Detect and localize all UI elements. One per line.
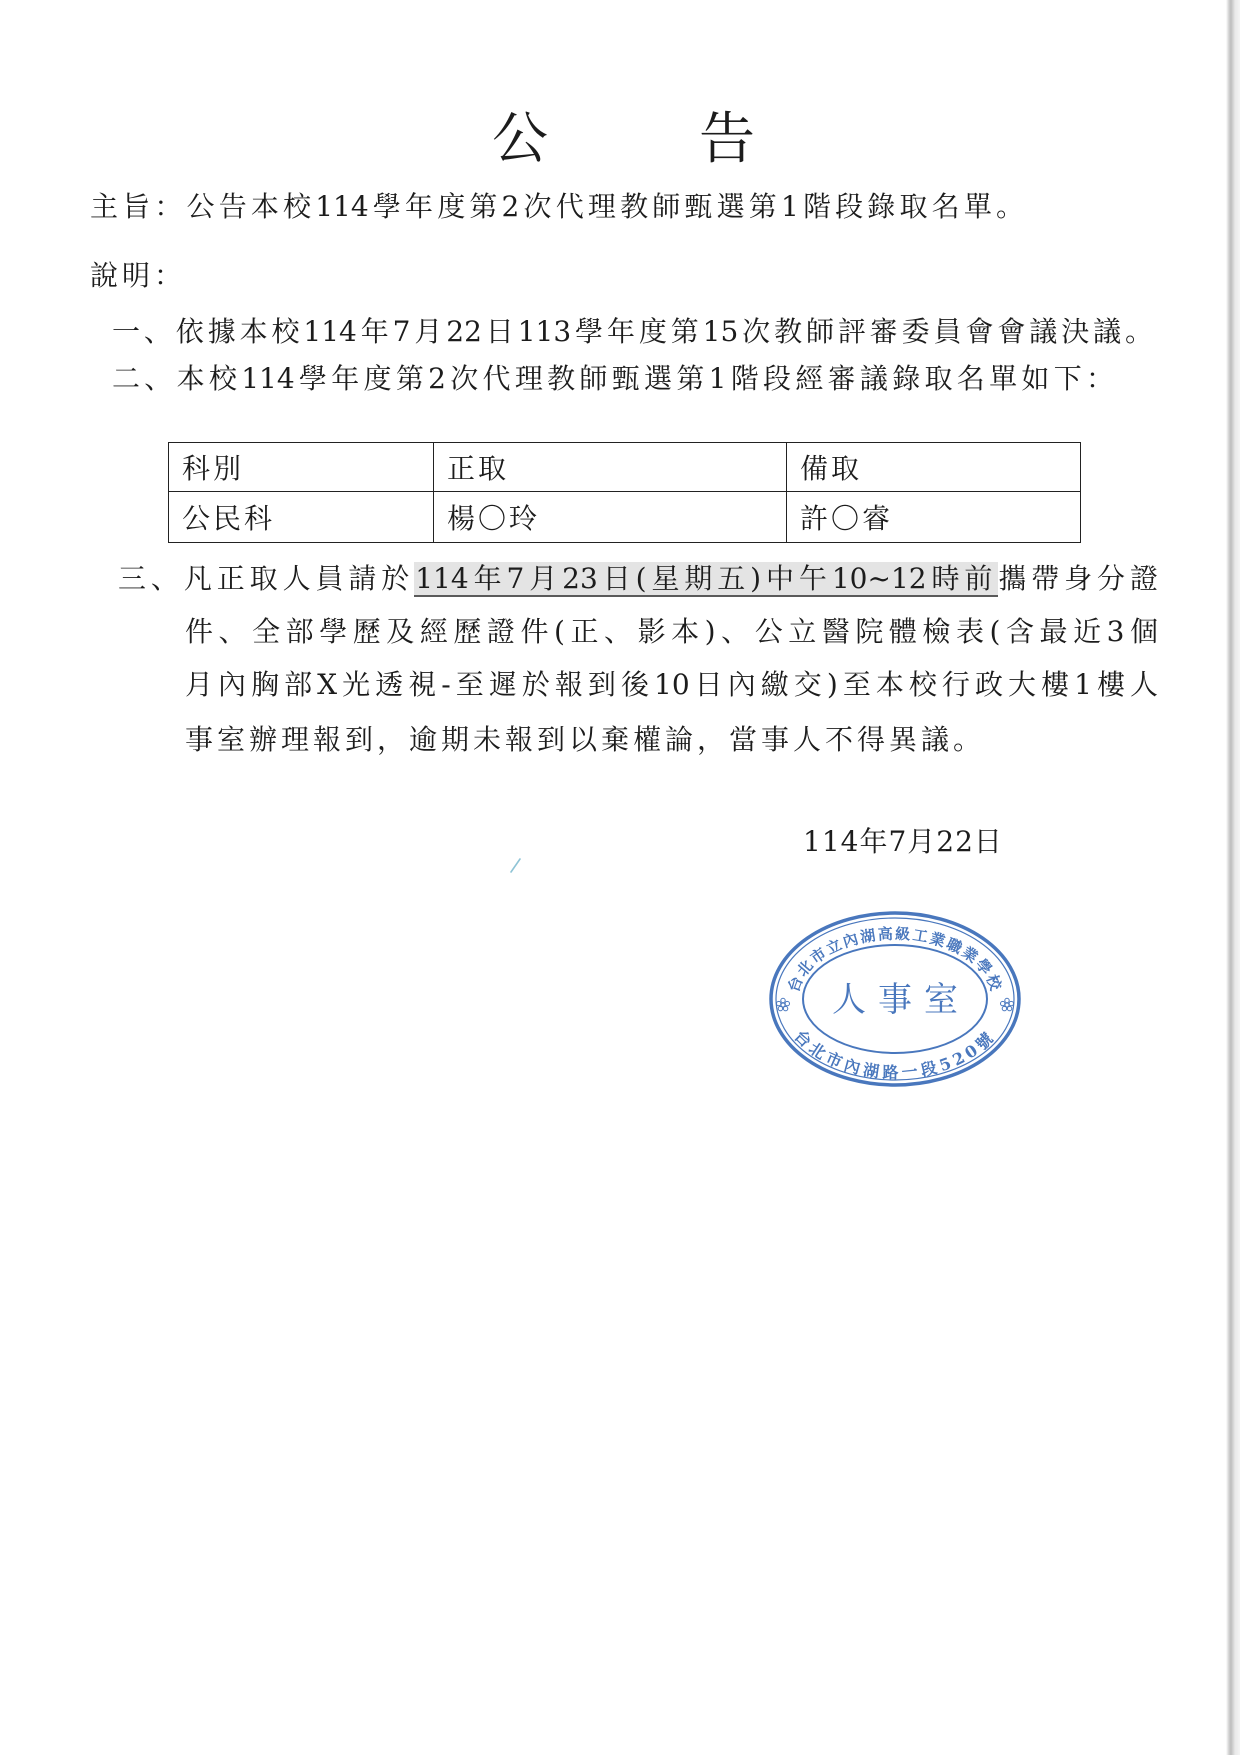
admission-table bbox=[168, 442, 1081, 543]
table-header-row bbox=[169, 443, 1081, 492]
scan-mark bbox=[509, 857, 523, 873]
cell-waitlist: 許〇睿 bbox=[787, 492, 1081, 543]
explanation-item-3-line-2: 件、全部學歷及經歷證件(正、影本)、公立醫院體檢表(含最近3個 bbox=[185, 615, 1158, 648]
explanation-item-3-line-4: 事室辦理報到，逾期未報到以棄權論，當事人不得異議。 bbox=[185, 723, 986, 756]
explanation-item-1: 一、依據本校114年7月22日113學年度第15次教師評審委員會會議決議。 bbox=[112, 315, 1153, 348]
personnel-office-stamp bbox=[765, 907, 1025, 1092]
header-waitlist: 備取 bbox=[787, 443, 1081, 492]
scan-edge-shadow bbox=[1226, 0, 1240, 1755]
item3-suffix: 攜帶身分證 bbox=[998, 562, 1158, 595]
cell-admitted: 楊〇玲 bbox=[434, 492, 787, 543]
stamp-flower-right bbox=[1001, 998, 1014, 1011]
explanation-item-2: 二、本校114學年度第2次代理教師甄選第1階段經審議錄取名單如下： bbox=[112, 362, 1114, 395]
stamp-top-text: 台北市立內湖高級工業職業學校 bbox=[784, 924, 1006, 995]
header-admitted: 正取 bbox=[434, 443, 787, 492]
cell-subject: 公民科 bbox=[169, 492, 434, 543]
explanation-item-3-line-3: 月內胸部X光透視-至遲於報到後10日內繳交)至本校行政大樓1樓人 bbox=[185, 668, 1158, 701]
stamp-flower-left bbox=[777, 998, 790, 1011]
explanation-item-3-line-1 bbox=[118, 562, 1158, 596]
announcement-date: 114年7月22日 bbox=[803, 825, 1003, 858]
page-title: 公告 bbox=[492, 107, 906, 172]
table-row bbox=[169, 492, 1081, 543]
stamp-bottom-text: 台北市內湖路一段520號 bbox=[790, 1026, 1000, 1083]
item3-prefix: 三、凡正取人員請於 bbox=[118, 562, 415, 595]
stamp-center-text: 人事室 bbox=[832, 980, 970, 1020]
subject-line: 主旨：公告本校114學年度第2次代理教師甄選第1階段錄取名單。 bbox=[90, 190, 1024, 223]
explanation-label: 說明： bbox=[90, 259, 187, 292]
header-subject: 科別 bbox=[169, 443, 434, 492]
stamp-bottom-text-wrapper bbox=[791, 1026, 1000, 1082]
item3-highlighted-deadline: 114年7月23日(星期五)中午10~12時前 bbox=[415, 562, 998, 595]
